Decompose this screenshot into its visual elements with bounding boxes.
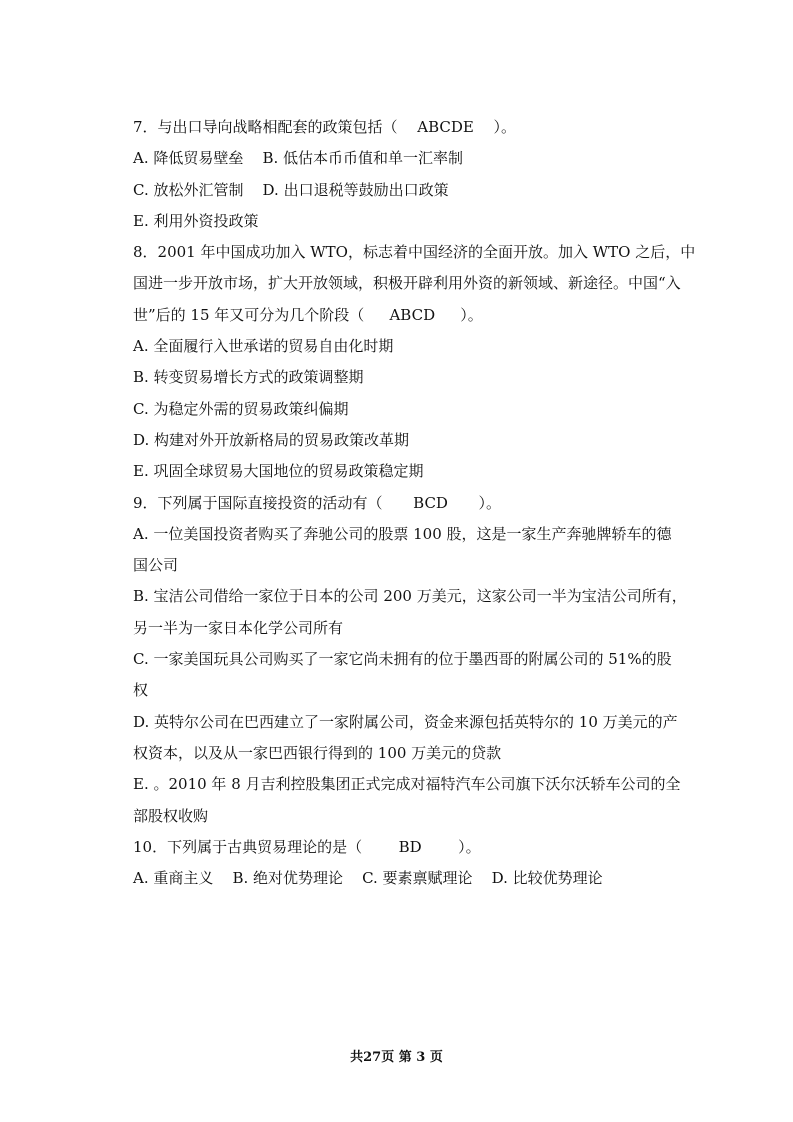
option-line: 国公司	[133, 556, 179, 575]
option-line: A. 全面履行入世承诺的贸易自由化时期	[133, 337, 394, 356]
option-line: C. 放松外汇管制 D. 出口退税等鼓励出口政策	[133, 180, 449, 199]
question-stem-closing: ）。	[460, 305, 483, 324]
option-line: D. 英特尔公司在巴西建立了一家附属公司，资金来源包括英特尔的 10 万美元的产	[133, 712, 678, 731]
question-stem-closing: ）。	[458, 837, 481, 856]
option-line: E. 。2010 年 8 月吉利控股集团正式完成对福特汽车公司旗下沃尔沃轿车公司的全	[133, 775, 681, 794]
question-stem	[133, 112, 709, 143]
question-block	[133, 488, 709, 832]
option-line: C. 为稳定外需的贸易政策纠偏期	[133, 399, 349, 418]
question-stem-text: 10．下列属于古典贸易理论的是（	[133, 837, 363, 856]
answer-key: BD	[398, 837, 422, 856]
option-line: A. 降低贸易壁垒 B. 低估本币币值和单一汇率制	[133, 149, 464, 168]
question-block	[133, 832, 709, 895]
question-list	[133, 112, 709, 894]
option-line: 部股权收购	[133, 806, 209, 825]
answer-key: BCD	[413, 493, 448, 512]
option-line: B. 宝洁公司借给一家位于日本的公司 200 万美元，这家公司一半为宝洁公司所有，	[133, 587, 687, 606]
answer-key: ABCDE	[417, 118, 474, 136]
option-line: A. 一位美国投资者购买了奔驰公司的股票 100 股，这是一家生产奔驰牌轿车的德	[133, 524, 672, 543]
question-stem-closing: ）。	[478, 493, 502, 512]
option-line: E. 巩固全球贸易大国地位的贸易政策稳定期	[133, 462, 424, 481]
question-stem	[133, 832, 709, 863]
question-stem-closing: ）。	[493, 118, 517, 136]
option-line: E. 利用外资投政策	[133, 211, 259, 230]
question-block	[133, 112, 709, 237]
question-stem-text: 世”后的 15 年又可分为几个阶段（	[133, 305, 365, 324]
option-line: A. 重商主义 B. 绝对优势理论 C. 要素禀赋理论 D. 比较优势理论	[133, 869, 603, 888]
question-stem-line: 国进一步开放市场，扩大开放领域，积极开辟利用外资的新领域、新途径。中国“入	[133, 274, 681, 293]
option-line: D. 构建对外开放新格局的贸易政策改革期	[133, 430, 410, 449]
question-stem	[133, 488, 709, 519]
option-line: 另一半为一家日本化学公司所有	[133, 618, 344, 637]
answer-key: ABCD	[389, 305, 436, 324]
question-block	[133, 237, 709, 487]
option-line: 权	[133, 681, 149, 700]
question-stem	[133, 300, 709, 331]
question-stem-text: 7．与出口导向战略相配套的政策包括（	[133, 118, 398, 136]
page-footer: 共27页 第 3 页	[350, 1050, 443, 1065]
question-stem-line: 8．2001 年中国成功加入 WTO，标志着中国经济的全面开放。加入 WTO 之后，中	[133, 243, 696, 262]
question-stem-text: 9．下列属于国际直接投资的活动有（	[133, 493, 383, 512]
option-line: C. 一家美国玩具公司购买了一家它尚未拥有的位于墨西哥的附属公司的 51%的股	[133, 650, 672, 669]
option-line: B. 转变贸易增长方式的政策调整期	[133, 368, 364, 387]
option-line: 权资本，以及从一家巴西银行得到的 100 万美元的贷款	[133, 743, 502, 762]
